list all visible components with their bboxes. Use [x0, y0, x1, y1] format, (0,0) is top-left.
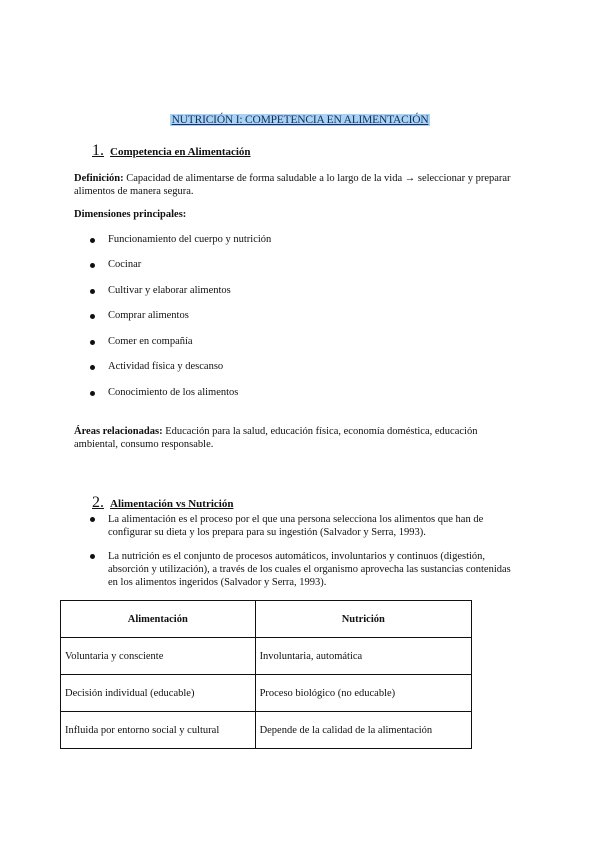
list-item	[88, 513, 516, 539]
table-cell: Influida por entorno social y cultural	[61, 712, 256, 749]
table-cell: Depende de la calidad de la alimentación	[255, 712, 471, 749]
list-item-text: Funcionamiento del cuerpo y nutrición	[108, 234, 272, 245]
table-cell: Decisión individual (educable)	[61, 675, 256, 712]
list-item-text: Actividad física y descanso	[108, 361, 224, 372]
list-item-text: Conocimiento de los alimentos	[108, 387, 239, 398]
table-header-cell: Alimentación	[61, 601, 256, 638]
comparison-table	[60, 600, 472, 749]
table-cell: Proceso biológico (no educable)	[255, 675, 471, 712]
table-cell: Voluntaria y consciente	[61, 638, 256, 675]
list-item	[88, 387, 238, 398]
table-cell: Involuntaria, automática	[255, 638, 471, 675]
section1-number: 1.	[92, 142, 104, 159]
definition-paragraph	[74, 172, 514, 198]
list-item	[88, 285, 231, 296]
section1-title: Competencia en Alimentación	[110, 146, 251, 158]
title-container	[0, 110, 600, 128]
list-item-text: Cocinar	[108, 259, 142, 270]
definition-label: Definición:	[74, 173, 124, 184]
list-item	[88, 310, 189, 321]
list-item-text: La nutrición es el conjunto de procesos automáticos, involuntarios y continuos (digestión, absorción y utilización), a través de los cuales el organismo aprovecha las sustancias contenidas en los alimentos ingeridos (Salvador y Serra, 1993).	[108, 551, 511, 588]
table-header-cell: Nutrición	[255, 601, 471, 638]
table-header-row	[61, 601, 472, 638]
areas-text: Educación para la salud, educación física, economía doméstica, educación ambiental, consumo responsable.	[74, 426, 478, 450]
list-item-text: La alimentación es el proceso por el que una persona selecciona los alimentos que han de configurar su dieta y los prepara para su ingestión (Salvador y Serra, 1993).	[108, 514, 484, 538]
bullet-icon	[90, 263, 95, 268]
table-row	[61, 712, 472, 749]
list-item	[88, 259, 141, 270]
list-item-text: Cultivar y elaborar alimentos	[108, 285, 231, 296]
list-item	[88, 550, 516, 589]
bullet-icon	[90, 340, 95, 345]
document-title: NUTRICIÓN I: COMPETENCIA EN ALIMENTACIÓN	[171, 114, 429, 126]
dimensions-label	[74, 208, 514, 221]
bullet-icon	[90, 391, 95, 396]
bullet-icon	[90, 289, 95, 294]
section2-heading	[92, 494, 233, 512]
table-row	[61, 675, 472, 712]
bullet-icon	[90, 554, 95, 559]
bullet-icon	[90, 365, 95, 370]
section2-title: Alimentación vs Nutrición	[110, 498, 234, 510]
bullet-icon	[90, 517, 95, 522]
list-item-text: Comprar alimentos	[108, 310, 189, 321]
areas-paragraph	[74, 425, 514, 451]
bullet-icon	[90, 238, 95, 243]
list-item	[88, 234, 271, 245]
definition-text: Capacidad de alimentarse de forma saludable a lo largo de la vida → seleccionar y preparar alimentos de manera segura.	[74, 173, 511, 197]
areas-label: Áreas relacionadas:	[74, 426, 163, 437]
table-row	[61, 638, 472, 675]
dimensions-label-text: Dimensiones principales:	[74, 209, 187, 220]
list-item-text: Comer en compañía	[108, 336, 193, 347]
section2-number: 2.	[92, 494, 104, 511]
section1-heading	[92, 142, 251, 160]
bullet-icon	[90, 314, 95, 319]
list-item	[88, 361, 223, 372]
list-item	[88, 336, 193, 347]
